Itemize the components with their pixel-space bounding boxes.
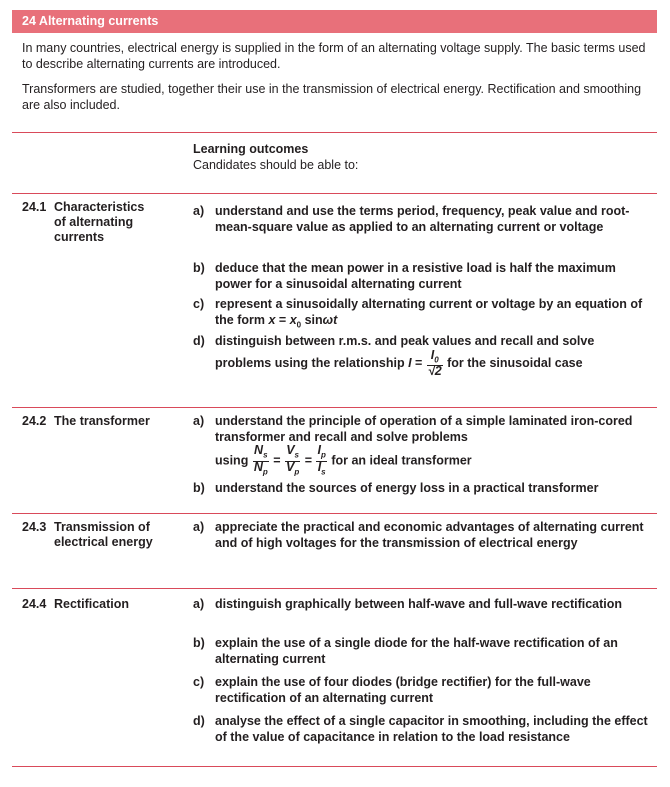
numerator-symbol: V: [286, 443, 295, 457]
section-title-line: Rectification: [54, 597, 130, 611]
section-title-24-3: [22, 520, 182, 550]
divider: [12, 193, 657, 194]
outcome-item: [193, 675, 653, 706]
section-title-24-1: [22, 200, 182, 245]
item-text: [215, 297, 653, 333]
equation-symbol: =: [275, 312, 290, 327]
fraction-denominator: √2: [427, 364, 442, 378]
intro-paragraph-1: In many countries, electrical energy is supplied in the form of an alternating voltage supply. The basic terms used to describe alternating currents are introduced.: [22, 41, 646, 71]
denominator-subscript: s: [321, 467, 326, 476]
numerator-subscript: p: [320, 450, 326, 460]
denominator-subscript: p: [294, 467, 300, 476]
outcome-item: [193, 334, 653, 377]
outcome-item: [193, 714, 653, 745]
denominator-symbol: I: [317, 459, 322, 474]
item-text-part: understand the principle of operation of a simple laminated iron-cored transformer and recall and solve problems: [215, 414, 633, 444]
divider: [12, 588, 657, 589]
divider: [12, 132, 657, 133]
denominator-subscript: p: [262, 467, 268, 476]
item-text: explain the use of four diodes (bridge rectifier) for the full-wave rectification of an alternating current: [215, 675, 591, 705]
equation-subscript: 0: [296, 320, 302, 329]
equation-symbol: sin: [301, 312, 323, 327]
section-title-line: currents: [54, 230, 105, 244]
outcome-item: [193, 636, 653, 667]
equation-symbol: x: [289, 312, 297, 327]
outcome-item: [193, 297, 653, 333]
outcome-item: [193, 520, 653, 551]
equation-symbol: x: [268, 312, 276, 327]
section-number: 24.2: [22, 414, 47, 428]
item-letter: d): [193, 334, 205, 348]
outcome-item: [193, 597, 653, 613]
item-letter: a): [193, 414, 205, 428]
item-text: [215, 334, 653, 377]
outcome-item: [193, 204, 653, 235]
item-text-part: distinguish between r.m.s. and peak values and recall and solve problems using the relationship: [215, 334, 595, 370]
learning-outcomes-header: [193, 141, 358, 173]
numerator-symbol: I: [317, 443, 321, 457]
section-title-line: Transmission of: [54, 520, 150, 534]
item-text: understand and use the terms period, frequency, peak value and root-mean-square value as applied to an alternating current or voltage: [215, 204, 630, 234]
numerator-symbol: I: [430, 347, 435, 362]
equation-symbol: I: [408, 355, 412, 370]
learning-outcomes-subheading: Candidates should be able to:: [193, 158, 359, 172]
item-letter: a): [193, 204, 205, 218]
denominator-symbol: N: [253, 459, 263, 474]
outcome-item: [193, 481, 653, 497]
numerator-subscript: 0: [434, 355, 439, 364]
section-number: 24.4: [22, 597, 47, 611]
equation-symbol: =: [269, 453, 284, 468]
equation-symbol: ωt: [322, 312, 338, 327]
fraction: [253, 445, 269, 477]
section-title-bar: 24 Alternating currents: [12, 10, 657, 33]
outcome-item: [193, 261, 653, 292]
outcome-item: [193, 414, 653, 477]
section-title-24-2: [22, 414, 182, 429]
section-title-24-4: [22, 597, 182, 612]
intro-paragraph-2: Transformers are studied, together their use in the transmission of electrical energy. Rectification and smoothing are also included.: [22, 82, 642, 112]
fraction-denominator: [253, 459, 269, 478]
item-letter: d): [193, 714, 205, 728]
item-text-part: for an ideal transformer: [327, 453, 472, 468]
section-title-line: The transformer: [54, 414, 150, 428]
item-text-part: represent a sinusoidally alternating current or voltage by an equation of the form: [215, 297, 643, 327]
item-text: [215, 414, 653, 477]
equation-symbol: =: [411, 355, 426, 370]
item-text: analyse the effect of a single capacitor in smoothing, including the effect of the value of capacitance in relation to the load resistance: [215, 714, 648, 744]
divider: [12, 513, 657, 514]
item-text: explain the use of a single diode for the half-wave rectification of an alternating current: [215, 636, 618, 666]
fraction: [285, 445, 300, 477]
item-letter: c): [193, 297, 205, 311]
item-letter: a): [193, 520, 205, 534]
fraction-denominator: [316, 459, 326, 478]
item-text: understand the sources of energy loss in a practical transformer: [215, 481, 599, 495]
fraction: [427, 347, 443, 378]
numerator-subscript: s: [263, 450, 268, 460]
item-letter: b): [193, 636, 205, 650]
fraction: [316, 445, 326, 477]
section-title-line: electrical energy: [54, 535, 153, 549]
section-number: 24.1: [22, 200, 47, 214]
section-number: 24.3: [22, 520, 47, 534]
item-letter: c): [193, 675, 205, 689]
fraction-denominator: [285, 459, 300, 478]
item-text: distinguish graphically between half-wave and full-wave rectification: [215, 597, 623, 611]
item-letter: b): [193, 481, 205, 495]
divider: [12, 766, 657, 767]
divider: [12, 407, 657, 408]
item-letter: b): [193, 261, 205, 275]
section-title-line: Characteristics: [54, 200, 145, 214]
item-letter: a): [193, 597, 205, 611]
denominator-symbol: V: [285, 459, 295, 474]
learning-outcomes-heading: Learning outcomes: [193, 142, 309, 156]
item-text-part: using: [215, 453, 252, 468]
item-text: deduce that the mean power in a resistive load is half the maximum power for a sinusoidal alternating current: [215, 261, 616, 291]
equation-symbol: =: [301, 453, 316, 468]
section-title-line: of alternating: [54, 215, 134, 229]
numerator-subscript: s: [294, 450, 299, 460]
item-text-part: for the sinusoidal case: [443, 355, 583, 370]
item-text: appreciate the practical and economic advantages of alternating current and of high voltages for the transmission of electrical energy: [215, 520, 644, 550]
numerator-symbol: N: [254, 443, 264, 457]
